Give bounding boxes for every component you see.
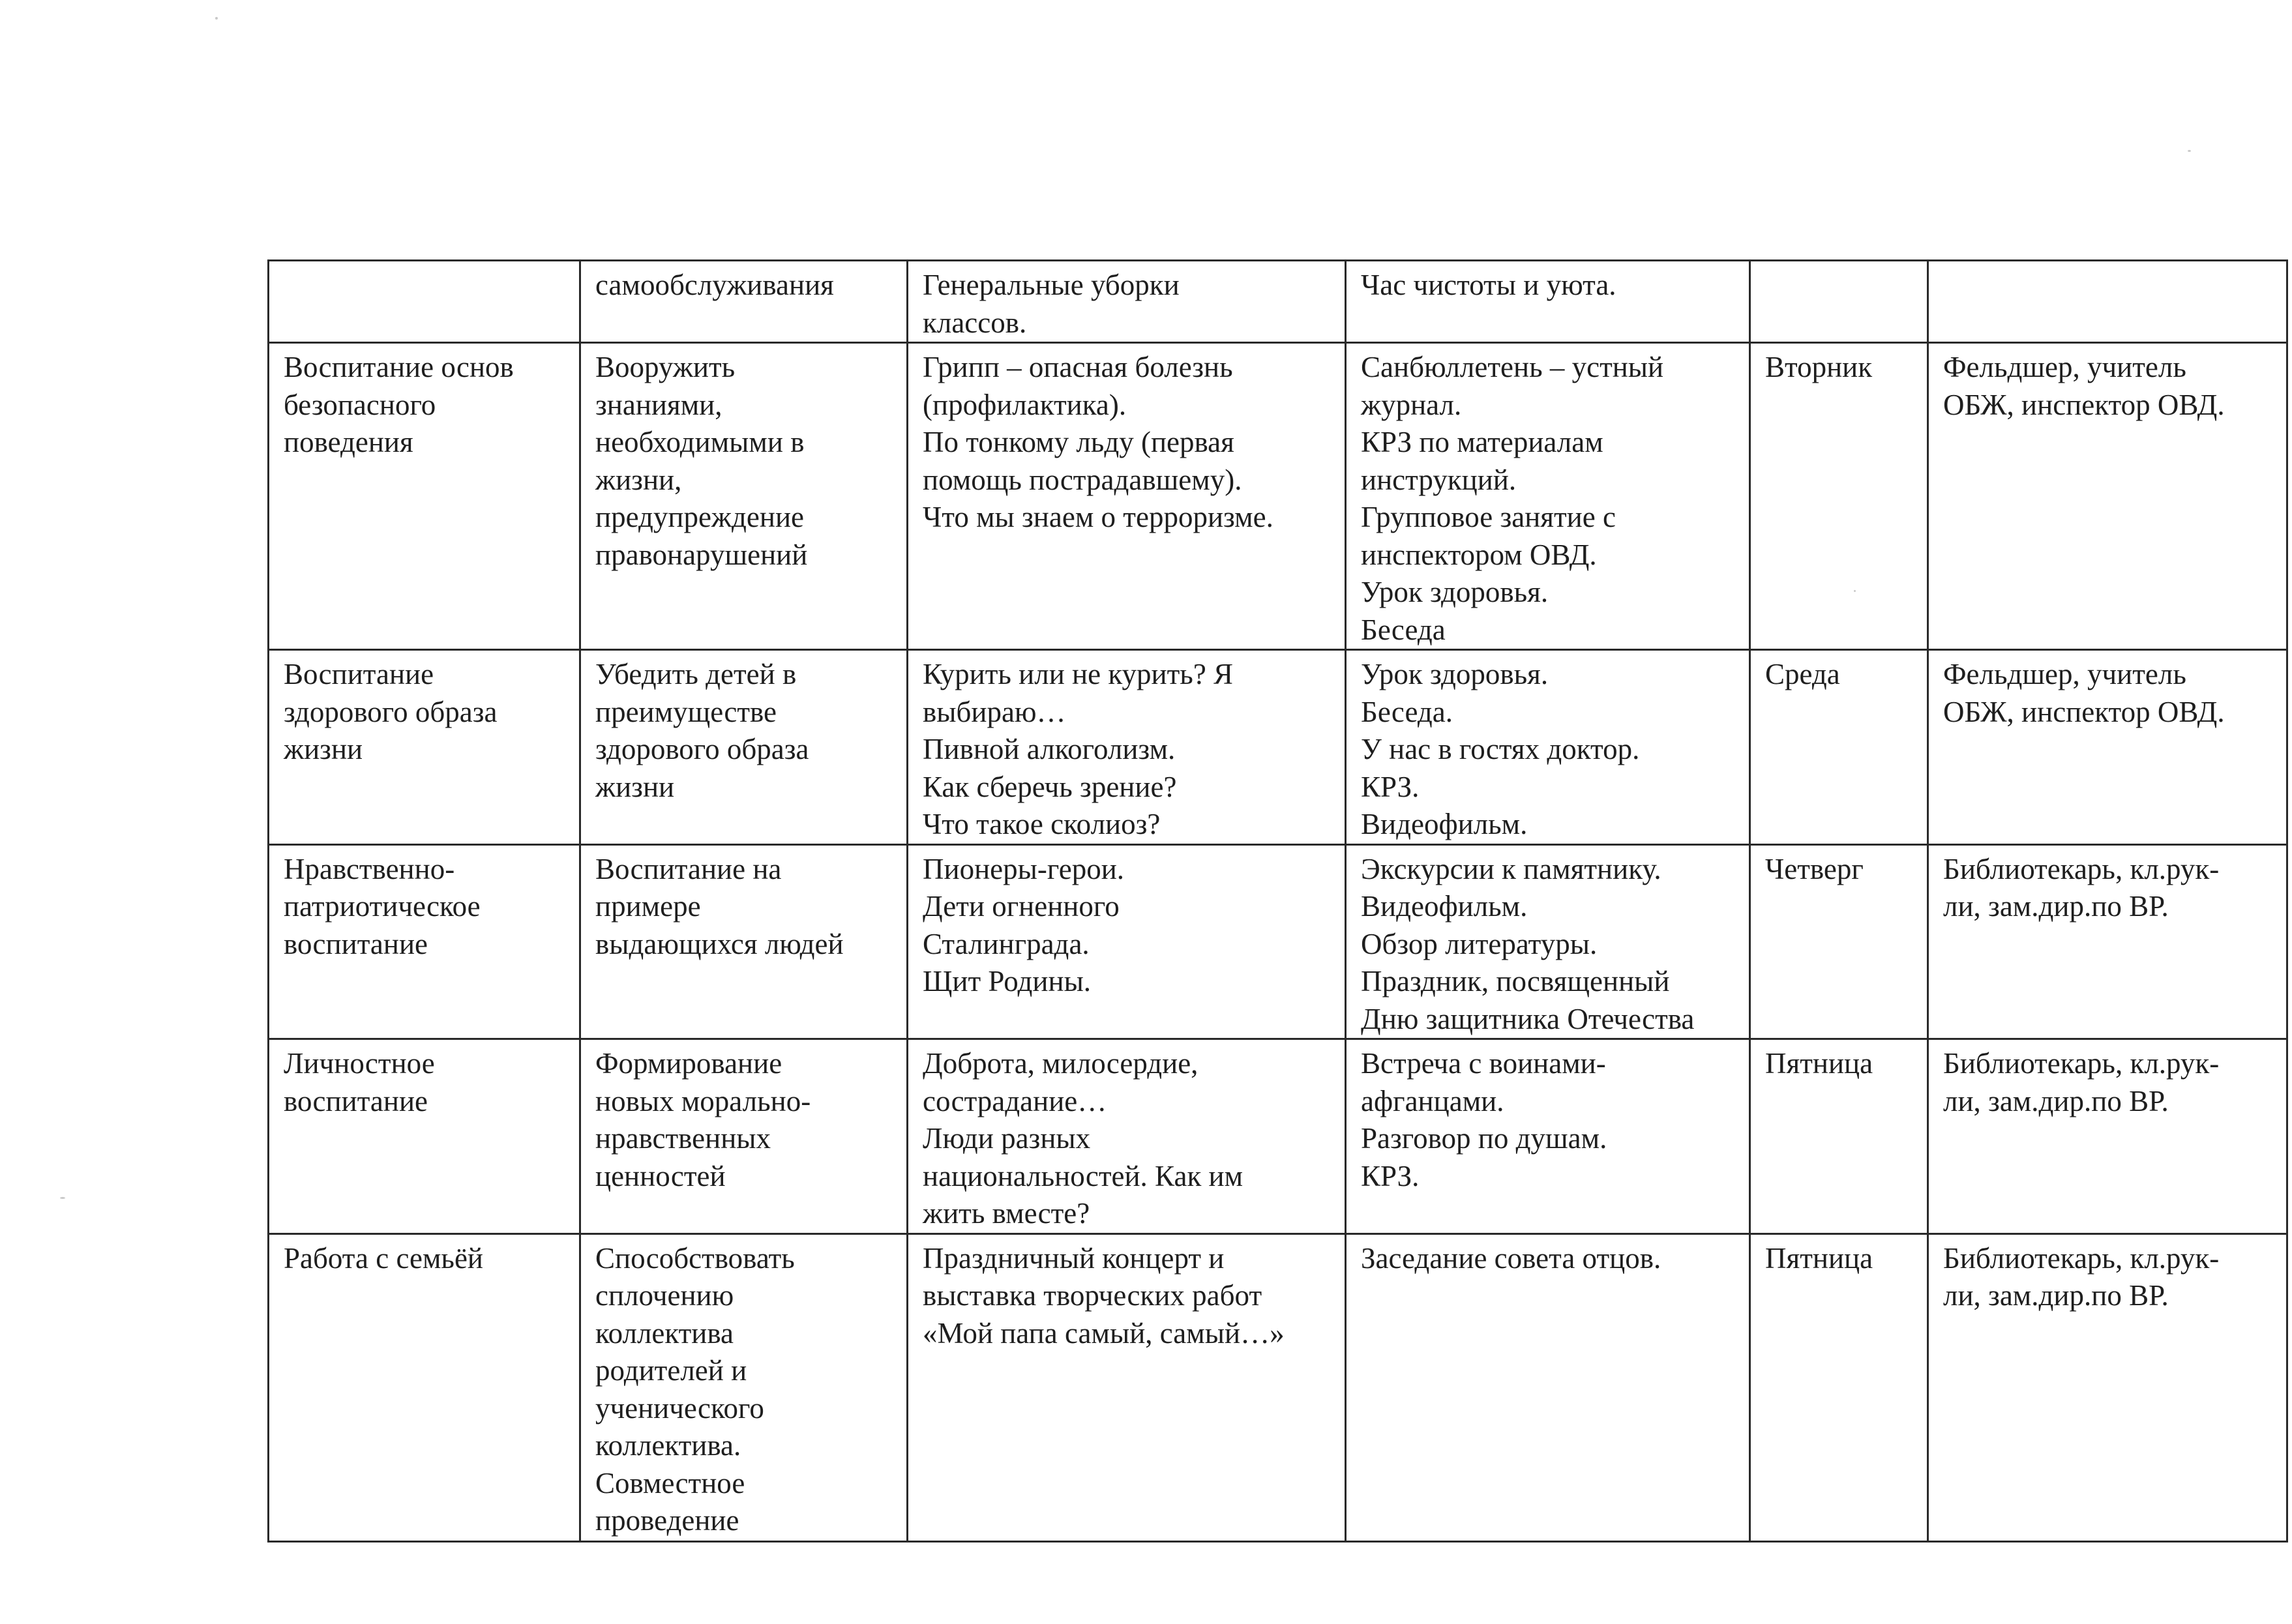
cell-text-line: Пятница [1765,1241,1873,1275]
cell-text-line: Пивной алкоголизм. [923,733,1176,765]
scan-speck [60,1197,65,1199]
cell-text-line: безопасного [284,388,436,421]
cell-text-line: Санбюллетень – устный [1361,351,1664,383]
table-body [269,261,2287,1542]
cell-text-line: выдающихся людей [595,927,844,960]
cell-text-line: Способствовать [595,1241,795,1275]
cell-text-line: национальностей. Как им [923,1159,1243,1192]
cell-text-line: Работа с семьёй [284,1241,484,1275]
cell-text-line: Обзор литературы. [1361,927,1598,960]
cell-text-line: Личностное [284,1047,435,1080]
cell-text-line: нравственных [595,1122,771,1155]
cell-text-line: Убедить детей в [595,658,797,690]
cell-text-line: здорового образа [595,733,809,765]
cell-text-line: поведения [284,426,413,458]
cell-goal [580,343,908,650]
cell-text-line: Видеофильм. [1361,808,1528,840]
cell-forms [1346,844,1750,1039]
cell-text-line: ОБЖ, инспектор ОВД. [1943,388,2225,421]
cell-forms [1346,261,1750,343]
cell-text-line: Генеральные уборки [923,269,1180,301]
education-plan-table [267,259,2288,1543]
cell-text-line: знаниями, [595,388,722,421]
scan-speck [1854,590,1856,592]
cell-text-line: помощь пострадавшему). [923,463,1242,496]
cell-text-line: Библиотекарь, кл.рук- [1943,852,2220,885]
cell-text-line: Как сберечь зрение? [923,770,1177,803]
cell-text-line: воспитание [284,1084,428,1117]
cell-text-line: ли, зам.дир.по ВР. [1943,1279,2169,1312]
cell-text-line: Разговор по душам. [1361,1122,1607,1155]
cell-text-line: выставка творческих работ [923,1279,1262,1312]
cell-text-line: Вооружить [595,351,736,383]
cell-text-line: Фельдшер, учитель [1943,351,2186,383]
cell-text-line: ли, зам.дир.по ВР. [1943,890,2169,923]
cell-text-line: Дети огненного [923,890,1120,923]
cell-text-line: Пионеры-герои. [923,852,1125,885]
cell-text-line: жизни, [595,463,682,496]
cell-text-line: самообслуживания [595,269,834,301]
cell-text-line: Беседа [1361,613,1446,646]
cell-day [1750,1039,1928,1234]
cell-text-line: Нравственно- [284,852,455,885]
cell-text-line: Формирование [595,1047,782,1080]
cell-text-line: Видеофильм. [1361,890,1528,923]
cell-day [1750,261,1928,343]
cell-forms [1346,1233,1750,1541]
cell-text-line: Заседание совета отцов. [1361,1241,1661,1275]
cell-text-line: преимуществе [595,695,777,728]
table-row [269,1233,2287,1541]
cell-day [1750,650,1928,845]
cell-topics [908,1039,1346,1234]
cell-text-line: КРЗ. [1361,770,1420,803]
cell-text-line: Фельдшер, учитель [1943,658,2186,690]
cell-topics [908,343,1346,650]
cell-text-line: необходимыми в [595,426,805,458]
cell-direction [269,844,580,1039]
cell-text-line: Пятница [1765,1047,1873,1080]
cell-forms [1346,343,1750,650]
cell-text-line: Курить или не курить? Я [923,658,1234,690]
cell-text-line: «Мой папа самый, самый…» [923,1316,1285,1350]
cell-goal [580,650,908,845]
cell-responsible [1928,650,2287,845]
cell-topics [908,261,1346,343]
cell-text-line: инструкций. [1361,463,1517,496]
cell-direction [269,1233,580,1541]
cell-responsible [1928,261,2287,343]
cell-text-line: Групповое занятие с [1361,501,1616,533]
cell-text-line: Воспитание на [595,852,782,885]
cell-text-line: КРЗ. [1361,1159,1420,1192]
cell-text-line: Беседа. [1361,695,1453,728]
cell-direction [269,343,580,650]
cell-text-line: У нас в гостях доктор. [1361,733,1640,765]
cell-text-line: Праздничный концерт и [923,1241,1225,1275]
cell-text-line: По тонкому льду (первая [923,426,1234,458]
cell-text-line: Доброта, милосердие, [923,1047,1198,1080]
cell-responsible [1928,1039,2287,1234]
cell-topics [908,844,1346,1039]
cell-text-line: Люди разных [923,1122,1091,1155]
cell-text-line: Что такое сколиоз? [923,808,1161,840]
cell-text-line: Четверг [1765,852,1864,885]
cell-text-line: Экскурсии к памятнику. [1361,852,1661,885]
cell-responsible [1928,1233,2287,1541]
cell-text-line: жизни [284,733,363,765]
cell-text-line: Среда [1765,658,1840,690]
cell-forms [1346,650,1750,845]
cell-text-line: Библиотекарь, кл.рук- [1943,1241,2220,1275]
table-row [269,343,2287,650]
cell-forms [1346,1039,1750,1234]
cell-text-line: предупреждение [595,501,805,533]
cell-text-line: Урок здоровья. [1361,658,1549,690]
cell-text-line: Встреча с воинами- [1361,1047,1606,1080]
cell-text-line: родителей и [595,1354,747,1387]
cell-direction [269,1039,580,1234]
cell-text-line: жизни [595,770,675,803]
table-row [269,844,2287,1039]
cell-responsible [1928,343,2287,650]
cell-text-line: сострадание… [923,1084,1107,1117]
cell-text-line: примере [595,890,701,923]
cell-goal [580,261,908,343]
cell-text-line: Воспитание [284,658,434,690]
cell-text-line: Урок здоровья. [1361,576,1549,608]
cell-text-line: журнал. [1361,388,1462,421]
cell-direction [269,261,580,343]
cell-text-line: выбираю… [923,695,1066,728]
cell-goal [580,1233,908,1541]
cell-text-line: Час чистоты и уюта. [1361,269,1616,301]
cell-text-line: Совместное [595,1466,745,1499]
cell-text-line: афганцами. [1361,1084,1504,1117]
table-row [269,1039,2287,1234]
cell-text-line: воспитание [284,927,428,960]
cell-text-line: КРЗ по материалам [1361,426,1603,458]
cell-text-line: ОБЖ, инспектор ОВД. [1943,695,2225,728]
cell-text-line: правонарушений [595,538,808,571]
cell-text-line: классов. [923,306,1027,339]
cell-text-line: ценностей [595,1159,726,1192]
cell-text-line: здорового образа [284,695,498,728]
cell-text-line: Щит Родины. [923,965,1092,997]
cell-day [1750,1233,1928,1541]
cell-direction [269,650,580,845]
cell-text-line: Дню защитника Отечества [1361,1002,1695,1035]
cell-text-line: (профилактика). [923,388,1127,421]
cell-day [1750,343,1928,650]
cell-text-line: сплочению [595,1279,734,1312]
cell-text-line: Библиотекарь, кл.рук- [1943,1047,2220,1080]
cell-text-line: проведение [595,1504,739,1537]
cell-topics [908,650,1346,845]
cell-topics [908,1233,1346,1541]
cell-text-line: жить вместе? [923,1197,1090,1230]
table-row [269,261,2287,343]
cell-text-line: ли, зам.дир.по ВР. [1943,1084,2169,1117]
cell-text-line: коллектива [595,1316,734,1350]
cell-goal [580,844,908,1039]
cell-text-line: патриотическое [284,890,481,923]
cell-text-line: коллектива. [595,1429,741,1462]
cell-text-line: Воспитание основ [284,351,514,383]
cell-text-line: ученического [595,1391,764,1425]
scan-speck [215,17,218,20]
cell-text-line: Что мы знаем о терроризме. [923,501,1273,533]
cell-day [1750,844,1928,1039]
cell-text-line: Вторник [1765,351,1873,383]
cell-text-line: новых морально- [595,1084,811,1117]
cell-responsible [1928,844,2287,1039]
cell-text-line: Праздник, посвященный [1361,965,1670,997]
cell-goal [580,1039,908,1234]
cell-text-line: Грипп – опасная болезнь [923,351,1233,383]
scan-speck [2188,150,2191,152]
table-row [269,650,2287,845]
cell-text-line: Сталинграда. [923,927,1090,960]
cell-text-line: инспектором ОВД. [1361,538,1597,571]
